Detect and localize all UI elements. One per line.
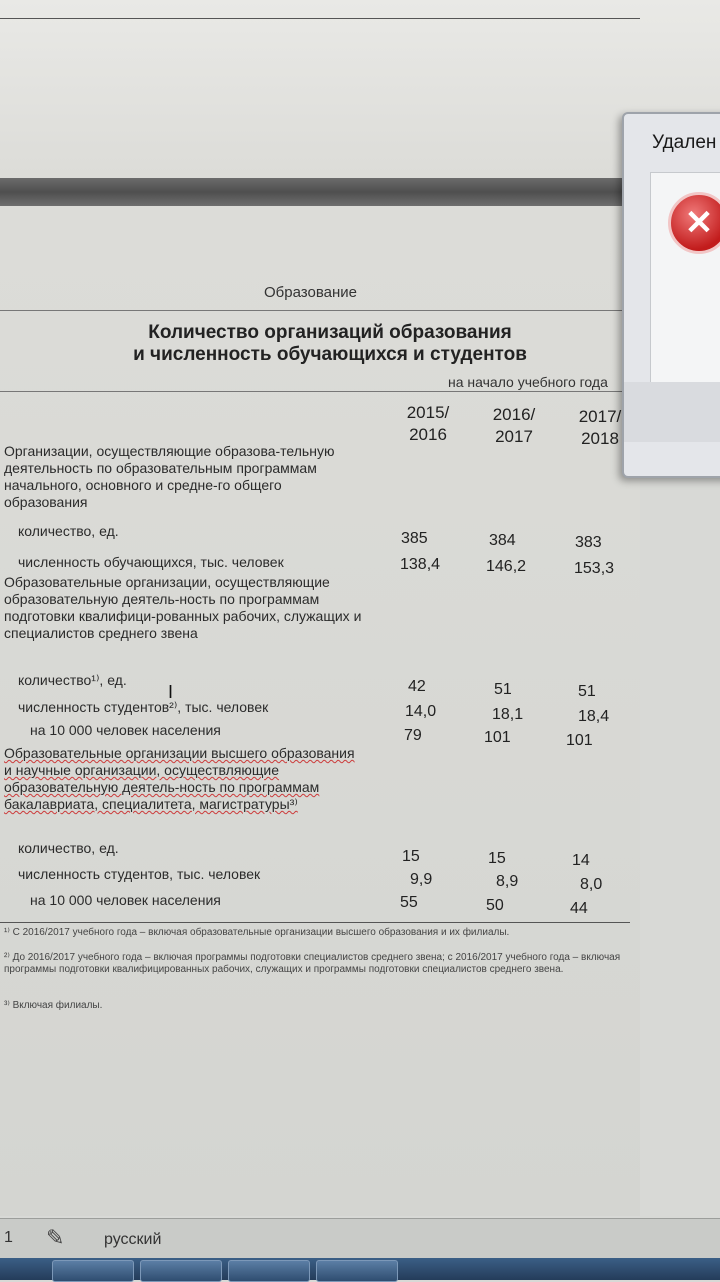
taskbar-item[interactable]: [140, 1260, 222, 1282]
taskbar-item[interactable]: [228, 1260, 310, 1282]
value-cell: 42: [408, 678, 426, 695]
table-bottom-rule: [0, 922, 630, 923]
value-cell: 384: [489, 532, 516, 549]
value-cell: 14,0: [405, 703, 437, 720]
value-cell: 15: [402, 848, 420, 865]
value-cell: 50: [486, 897, 504, 914]
value-cell: 79: [404, 727, 422, 744]
spellcheck-icon[interactable]: ✎: [46, 1225, 65, 1250]
footnote-1: ¹⁾ С 2016/2017 учебного года – включая образовательные организации высшего образования и их филиалы.: [4, 927, 510, 938]
title-line-2: и численность обучающихся и студентов: [133, 344, 527, 365]
value-cell: 44: [570, 900, 588, 917]
table-subhead: на начало учебного года: [448, 374, 608, 390]
value-cell: 383: [575, 534, 602, 551]
row-label-count: количество, ед.: [18, 840, 119, 856]
value-cell: 9,9: [410, 871, 433, 888]
year-header-3: 2017/ 2018: [578, 407, 622, 448]
value-cell: 18,1: [492, 706, 524, 723]
value-cell: 51: [494, 681, 512, 698]
section-header: Образование: [264, 284, 357, 301]
value-cell: 146,2: [486, 558, 527, 575]
page-separator: [0, 178, 640, 206]
value-cell: 101: [566, 732, 593, 749]
row-label-students: численность студентов, тыс. человек: [18, 866, 261, 882]
value-cell: 138,4: [400, 556, 441, 573]
table-title: [100, 322, 560, 366]
table-rule: [0, 391, 640, 392]
row-label-count: количество¹⁾, ед.: [18, 672, 127, 688]
taskbar: [0, 1258, 720, 1280]
row-label-per-10000: на 10 000 человек населения: [30, 722, 221, 738]
dialog-button-area: [624, 382, 720, 442]
taskbar-item[interactable]: [52, 1260, 134, 1282]
status-bar: [0, 1218, 720, 1259]
value-cell: 101: [484, 729, 511, 746]
value-cell: 14: [572, 852, 590, 869]
page-number[interactable]: 1: [4, 1229, 13, 1246]
row-label-per-10000: на 10 000 человек населения: [30, 892, 221, 908]
value-cell: 385: [401, 530, 428, 547]
row-label-count: количество, ед.: [18, 523, 119, 539]
year-header-2: 2016/ 2017: [492, 405, 536, 446]
header-rule: [0, 310, 640, 311]
page-top-area: [0, 0, 720, 178]
language-indicator[interactable]: русский: [104, 1231, 162, 1248]
text-cursor-icon: I: [168, 682, 174, 702]
value-cell: 153,3: [574, 560, 615, 577]
value-cell: 51: [578, 683, 596, 700]
row-label-students: численность студентов²⁾, тыс. человек: [18, 699, 269, 715]
error-icon: ✕: [668, 192, 720, 254]
footnote-3: ³⁾ Включая филиалы.: [4, 1000, 103, 1011]
value-cell: 8,0: [580, 876, 603, 893]
row-label-students: численность обучающихся, тыс. человек: [18, 554, 284, 570]
value-cell: 15: [488, 850, 506, 867]
title-line-1: Количество организаций образования: [148, 322, 512, 343]
group-label-higher-education: Образовательные организации высшего образования и научные организации, осуществляющие образовательную деятель-ность по программам бакалавриата, специалитета, магистратуры³⁾: [4, 745, 355, 812]
value-cell: 18,4: [578, 708, 610, 725]
year-header-1: 2015/ 2016: [406, 403, 450, 444]
value-cell: 55: [400, 894, 418, 911]
value-cell: 8,9: [496, 873, 519, 890]
group-label-vocational-education: Образовательные организации, осуществляющие образовательную деятель-ность по программам подготовки квалифици-рованных рабочих, служащих и специалистов среднего звена: [4, 574, 362, 641]
top-rule: [0, 18, 640, 19]
footnote-2: ²⁾ До 2016/2017 учебного года – включая программы подготовки специалистов среднего звена; с 2016/2017 учебного года – включая программы подготовки квалифицированных рабочих, служащих и программы подготовки специалистов среднего звена.: [4, 952, 621, 975]
group-label-general-education: Организации, осуществляющие образова-тельную деятельность по образовательным программам начального, основного и средне-го общего образования: [4, 443, 335, 510]
dialog-title: Удален: [652, 132, 717, 153]
error-dialog[interactable]: [622, 112, 720, 478]
taskbar-item[interactable]: [316, 1260, 398, 1282]
